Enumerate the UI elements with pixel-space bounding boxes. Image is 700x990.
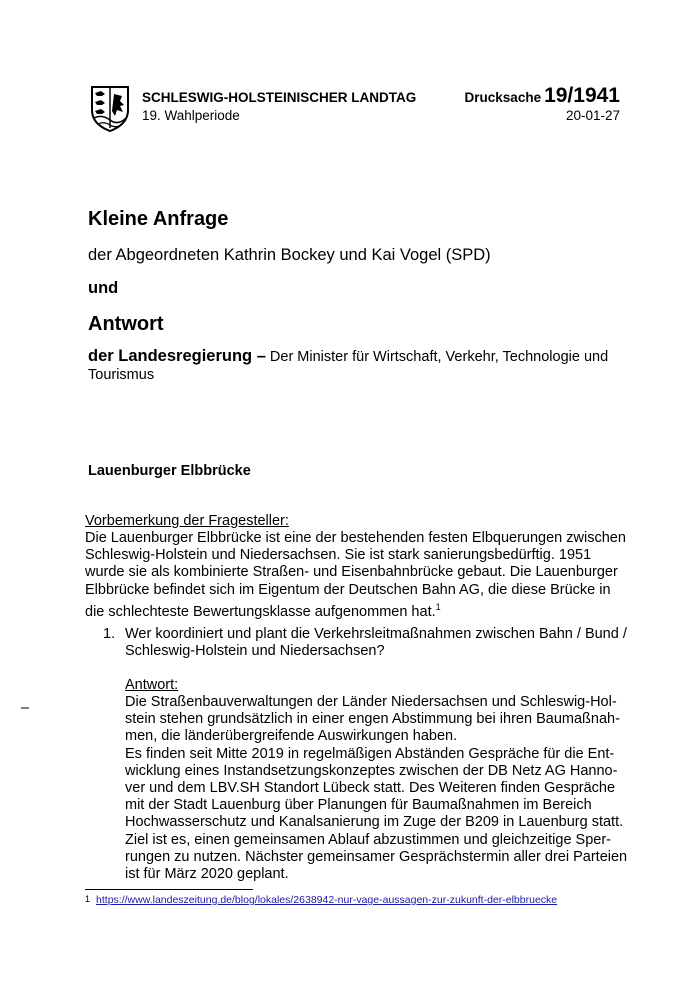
answer-line: rungen zu nutzen. Nächster gemeinsamer Gesprächstermin aller drei Parteien [125, 848, 628, 865]
abgeordnete-line: der Abgeordneten Kathrin Bockey und Kai Vogel (SPD) [88, 246, 491, 264]
vorbemerkung-paragraph [85, 530, 630, 621]
answer-line: Hochwasserschutz und Kanalsanierung im Zuge der B209 in Lauenburg statt. [125, 814, 624, 831]
footnote-divider [85, 889, 253, 890]
question-text [125, 626, 635, 660]
footnote-number: 1 [85, 894, 91, 904]
vorbemerkung-line: wurde sie als kombinierte Straßen- und Eisenbahnbrücke gebaut. Die Lauenburger [85, 564, 618, 581]
landesregierung-ministry: Der Minister für Wirtschaft, Verkehr, Technologie und Tourismus [88, 349, 609, 383]
answer-line: ver und dem LBV.SH Standort Lübeck statt. Des Weiteren finden Gespräche [125, 780, 616, 797]
vorbemerkung-heading: Vorbemerkung der Fragesteller: [85, 513, 289, 529]
vorbemerkung-line: Die Lauenburger Elbbrücke ist eine der bestehenden festen Elbquerungen zwischen [85, 530, 626, 546]
answer-line: wicklung eines Instandsetzungskonzeptes zwischen der DB Netz AG Hanno- [125, 762, 618, 779]
margin-mark: – [21, 700, 30, 716]
answer-line: Ziel ist es, einen gemeinsamen Ablauf abzustimmen und gleichzeitige Sper- [125, 831, 612, 848]
landesregierung-line [88, 347, 628, 384]
footnote-reference[interactable]: 1 [435, 601, 441, 612]
answer-heading: Antwort: [125, 677, 179, 693]
drucksache-id [465, 84, 620, 108]
answer-line: men, die länderübergreifende Auswirkungen haben. [125, 728, 458, 745]
landesregierung-bold: der Landesregierung – [88, 347, 266, 365]
answer-line: mit der Stadt Lauenburg über Planungen für Baumaßnahmen im Bereich [125, 797, 592, 814]
question-line: Schleswig-Holstein und Niedersachsen? [125, 643, 385, 660]
heading-antwort: Antwort [88, 313, 164, 335]
election-period: 19. Wahlperiode [142, 108, 240, 123]
vorbemerkung-line-text: die schlechteste Bewertungsklasse aufgenommen hat. [85, 603, 436, 620]
vorbemerkung-line: Schleswig-Holstein und Niedersachsen. Sie ist stark sanierungsbedürftig. 1951 [85, 547, 592, 564]
heading-kleine-anfrage: Kleine Anfrage [88, 208, 229, 230]
drucksache-number: 19/1941 [544, 84, 620, 107]
coat-of-arms-icon [90, 84, 130, 132]
answer-line: ist für März 2020 geplant. [125, 866, 289, 883]
vorbemerkung-line [85, 599, 630, 621]
document-title: Lauenburger Elbbrücke [88, 463, 251, 479]
drucksache-label: Drucksache [464, 90, 542, 105]
und-label: und [88, 279, 119, 297]
answer-line: Die Straßenbauverwaltungen der Länder Niedersachsen und Schleswig-Hol- [125, 694, 617, 710]
footnote-link[interactable]: https://www.landeszeitung.de/blog/lokales/2638942-nur-vage-aussagen-zur-zukunft-der-elbbruecke [96, 894, 558, 906]
answer-line: Es finden seit Mitte 2019 in regelmäßigen Abständen Gespräche für die Ent- [125, 745, 615, 762]
answer-paragraph [125, 694, 645, 883]
document-date: 20-01-27 [565, 108, 620, 123]
question-line: Wer koordiniert und plant die Verkehrsleitmaßnahmen zwischen Bahn / Bund / [125, 626, 627, 642]
answer-line: stein stehen grundsätzlich in einer engen Abstimmung bei ihren Baumaßnah- [125, 711, 620, 728]
vorbemerkung-line: Elbbrücke befindet sich im Eigentum der Deutschen Bahn AG, die diese Brücke in [85, 581, 611, 598]
organisation-name: SCHLESWIG-HOLSTEINISCHER LANDTAG [142, 90, 417, 105]
footnote [85, 894, 557, 906]
question-number: 1. [103, 626, 116, 642]
